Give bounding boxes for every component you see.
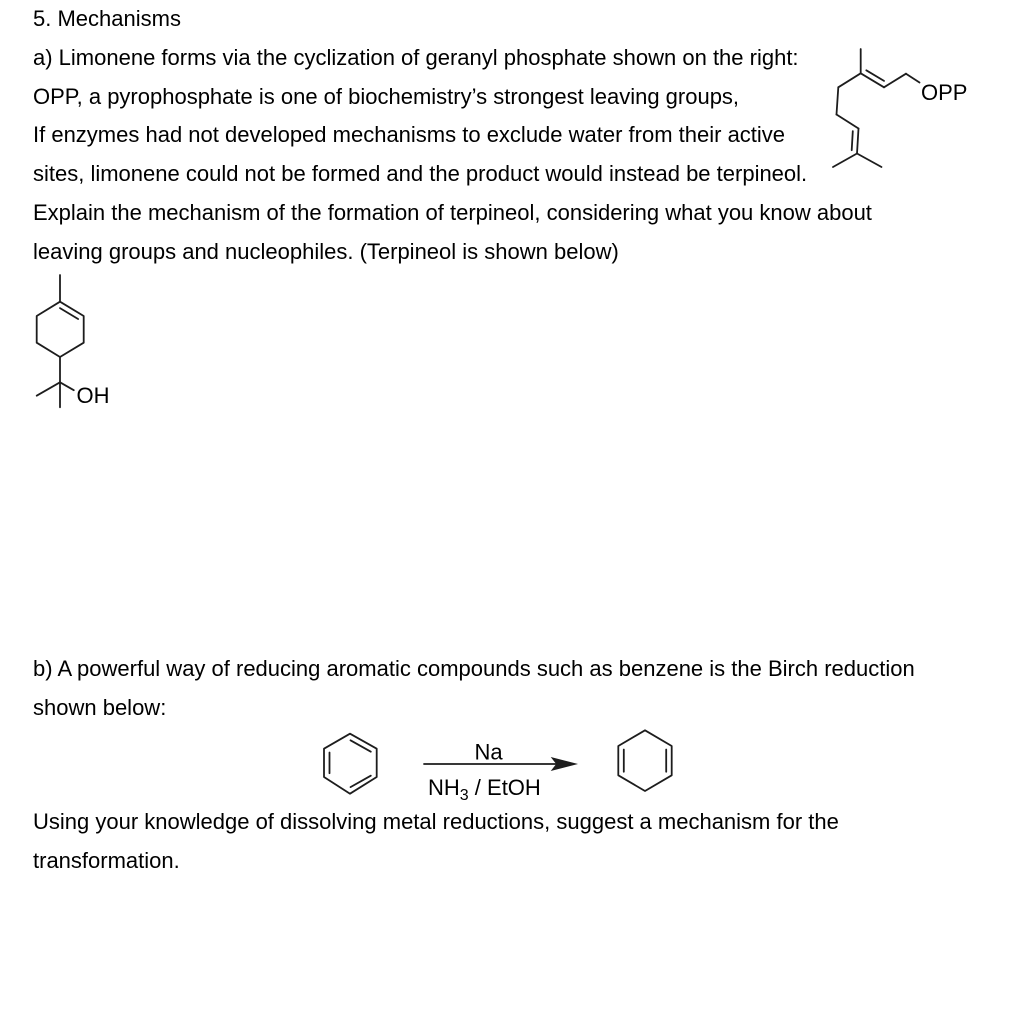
benzene-structure — [324, 734, 377, 794]
part-a-line-2: OPP, a pyrophosphate is one of biochemistry’s strongest leaving groups, — [33, 83, 740, 109]
part-a-line-1: a) Limonene forms via the cyclization of geranyl phosphate shown on the right: — [33, 44, 799, 70]
part-a-line-3: If enzymes had not developed mechanisms to exclude water from their active — [33, 122, 786, 148]
geranyl-phosphate-structure — [833, 49, 967, 167]
terpineol-structure — [37, 275, 110, 408]
section-heading: 5. Mechanisms — [33, 6, 181, 31]
part-a-line-5: Explain the mechanism of the formation of terpineol, considering what you know about — [33, 199, 872, 225]
part-b-line-1: b) A powerful way of reducing aromatic compounds such as benzene is the Birch reduction — [33, 656, 915, 681]
reagent-below-arrow: $NH_3$ / EtOH — [428, 775, 541, 804]
part-a-line-4: sites, limonene could not be formed and the product would instead be terpineol. — [33, 161, 808, 187]
part-b-closing-line-2: transformation. — [33, 847, 180, 873]
oh-label: OH — [76, 383, 110, 408]
cyclohexadiene-structure — [618, 730, 671, 791]
part-a-line-6: leaving groups and nucleophiles. (Terpineol is shown below) — [33, 238, 619, 264]
opp-label: OPP — [921, 80, 968, 105]
part-b-line-2: shown below: — [33, 694, 167, 720]
reagent-above-arrow: Na — [474, 739, 503, 765]
part-b-closing-line-1: Using your knowledge of dissolving metal reductions, suggest a mechanism for the — [33, 809, 839, 834]
